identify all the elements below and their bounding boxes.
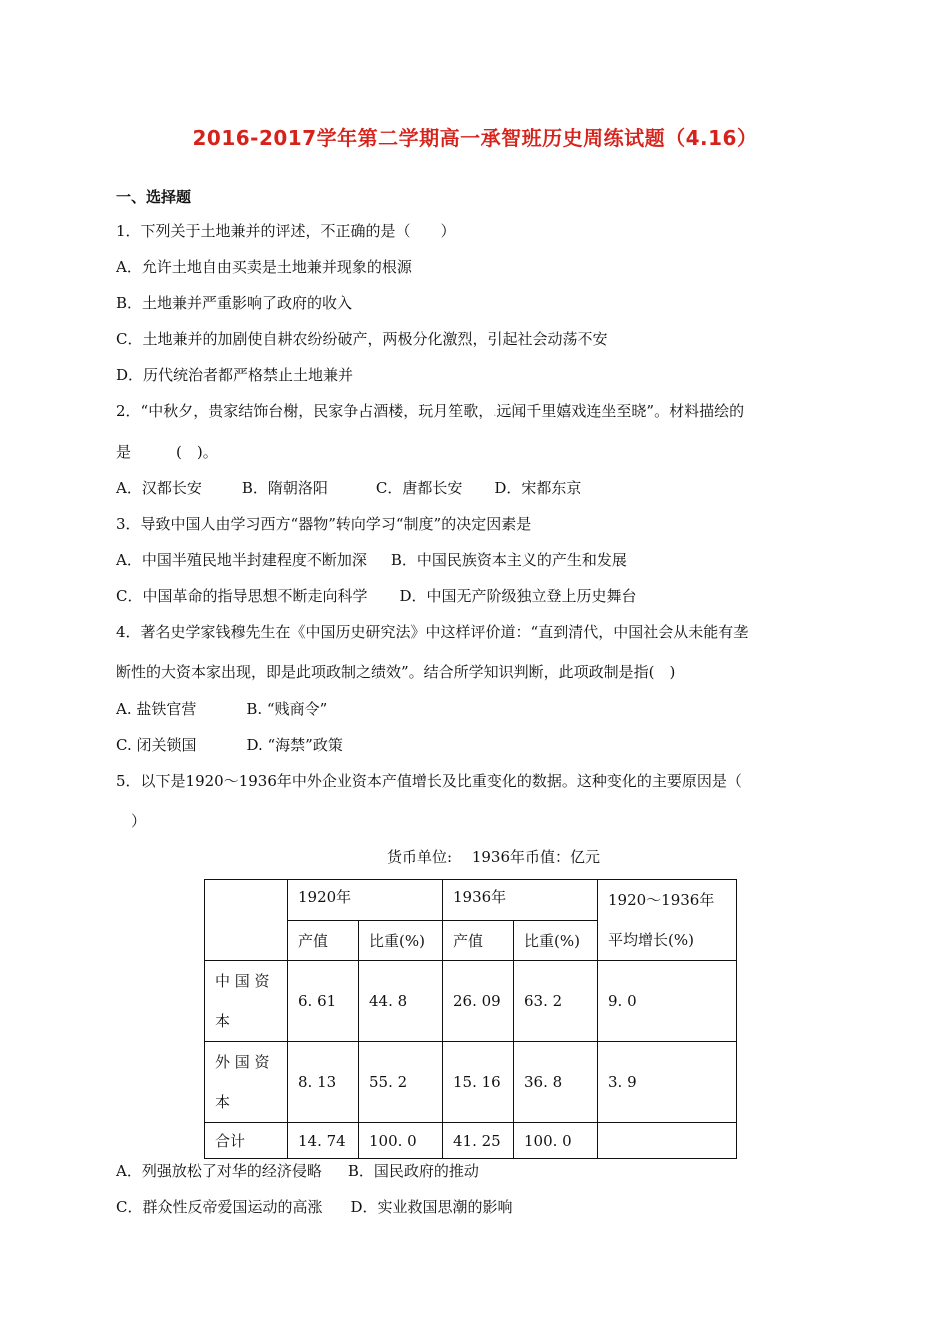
- cell-share-1920: 44. 8: [359, 961, 443, 1042]
- question-1-option-b: B．土地兼并严重影响了政府的收入: [116, 294, 353, 312]
- question-2-stem-part2: 远闻千里嬉戏连坐至晓”。材料描绘的: [496, 402, 745, 420]
- table-row: [205, 961, 737, 1042]
- question-1-stem: 1．下列关于土地兼并的评述，不正确的是（ ）: [116, 222, 456, 240]
- question-5-options-ab: [116, 1161, 479, 1181]
- question-1-option-d: D．历代统治者都严格禁止土地兼并: [116, 366, 354, 384]
- document-title: 2016-2017学年第二学期高一承智班历史周练试题（4.16）: [192, 126, 758, 150]
- cell-output-1920: 14. 74: [288, 1123, 359, 1159]
- question-4-stem-line1: 4．著名史学家钱穆先生在《中国历史研究法》中这样评价道：“直到清代，中国社会从未能有垄: [116, 623, 749, 641]
- question-5-option-b: B．国民政府的推动: [347, 1162, 479, 1180]
- question-3-options-cd: [116, 586, 637, 606]
- question-2-options: [116, 478, 581, 498]
- table-row: [205, 1042, 737, 1123]
- row-label: 中 国 资 本: [205, 961, 288, 1042]
- cell-output-1936: 15. 16: [443, 1042, 514, 1123]
- subheader-share-1936: 比重(%): [514, 921, 598, 961]
- cell-share-1920: 100. 0: [359, 1123, 443, 1159]
- question-2-stem-line2: 是 ( )。: [116, 443, 218, 461]
- header-average-growth-line1: 1920～1936年: [608, 891, 715, 909]
- header-1920: 1920年: [288, 880, 443, 921]
- question-5-option-c: C．群众性反帝爱国运动的高涨: [116, 1198, 323, 1216]
- question-4-options-cd: [116, 735, 343, 755]
- cell-output-1920: 6. 61: [288, 961, 359, 1042]
- header-average-growth: [598, 880, 737, 961]
- cell-average-growth: 9. 0: [598, 961, 737, 1042]
- question-4-options-ab: [116, 699, 327, 719]
- question-5-stem-line2: ）: [116, 812, 147, 830]
- question-2-option-d: D．宋都东京: [494, 479, 582, 497]
- cell-share-1936: 100. 0: [514, 1123, 598, 1159]
- question-2-option-c: C．唐都长安: [375, 479, 463, 497]
- cell-output-1936: 41. 25: [443, 1123, 514, 1159]
- subheader-share-1920: 比重(%): [359, 921, 443, 961]
- cell-average-growth: 3. 9: [598, 1042, 737, 1123]
- cell-average-growth: [598, 1123, 737, 1159]
- cell-output-1936: 26. 09: [443, 961, 514, 1042]
- question-3-option-d: D．中国无产阶级独立登上历史舞台: [399, 587, 637, 605]
- question-4-option-c: C. 闭关锁国: [116, 736, 197, 754]
- subheader-output-1920: 产值: [288, 921, 359, 961]
- question-3-stem: 3．导致中国人由学习西方“器物”转向学习“制度”的决定因素是: [116, 515, 532, 533]
- question-2-stem-part1: 2．“中秋夕，贵家结饰台榭，民家争占酒楼，玩月笙歌，: [116, 402, 494, 420]
- question-2-option-a: A．汉都长安: [116, 479, 202, 497]
- question-3-option-c: C．中国革命的指导思想不断走向科学: [116, 587, 368, 605]
- cell-share-1936: 36. 8: [514, 1042, 598, 1123]
- table-unit-caption: 货币单位: 1936年币值：亿元: [387, 848, 600, 866]
- question-3-option-b: B．中国民族资本主义的产生和发展: [390, 551, 627, 569]
- subheader-output-1936: 产值: [443, 921, 514, 961]
- capital-data-table: [204, 879, 737, 1159]
- question-4-option-d: D. “海禁”政策: [246, 736, 343, 754]
- table-corner-cell: [205, 880, 288, 961]
- question-5-option-d: D．实业救国思潮的影响: [350, 1198, 513, 1216]
- header-average-growth-line2: 平均增长(%): [608, 931, 694, 949]
- question-4-stem-line2: 断性的大资本家出现，即是此项政制之绩效”。结合所学知识判断，此项政制是指( ): [116, 663, 676, 681]
- header-1936: 1936年: [443, 880, 598, 921]
- question-4-option-a: A. 盐铁官营: [116, 700, 197, 718]
- question-2-option-b: B．隋朝洛阳: [241, 479, 328, 497]
- cell-share-1920: 55. 2: [359, 1042, 443, 1123]
- question-3-options-ab: [116, 550, 627, 570]
- question-5-stem-line1: 5．以下是1920～1936年中外企业资本产值增长及比重变化的数据。这种变化的主要原因是（: [116, 772, 742, 790]
- section-heading: 一、选择题: [116, 188, 192, 206]
- cell-output-1920: 8. 13: [288, 1042, 359, 1123]
- question-2-stem-line1: [116, 401, 744, 424]
- question-1-option-c: C．土地兼并的加剧使自耕农纷纷破产，两极分化激烈，引起社会动荡不安: [116, 330, 608, 348]
- question-5-option-a: A．列强放松了对华的经济侵略: [116, 1162, 322, 1180]
- table-header-row: [205, 880, 737, 921]
- question-3-option-a: A．中国半殖民地半封建程度不断加深: [116, 551, 367, 569]
- question-4-option-b: B. “贱商令”: [246, 700, 328, 718]
- table-row: [205, 1123, 737, 1159]
- row-label: 外 国 资 本: [205, 1042, 288, 1123]
- row-label: 合计: [205, 1123, 288, 1159]
- cell-share-1936: 63. 2: [514, 961, 598, 1042]
- question-1-option-a: A．允许土地自由买卖是土地兼并现象的根源: [116, 258, 412, 276]
- speck-mark: .: [493, 408, 497, 419]
- question-5-options-cd: [116, 1197, 513, 1217]
